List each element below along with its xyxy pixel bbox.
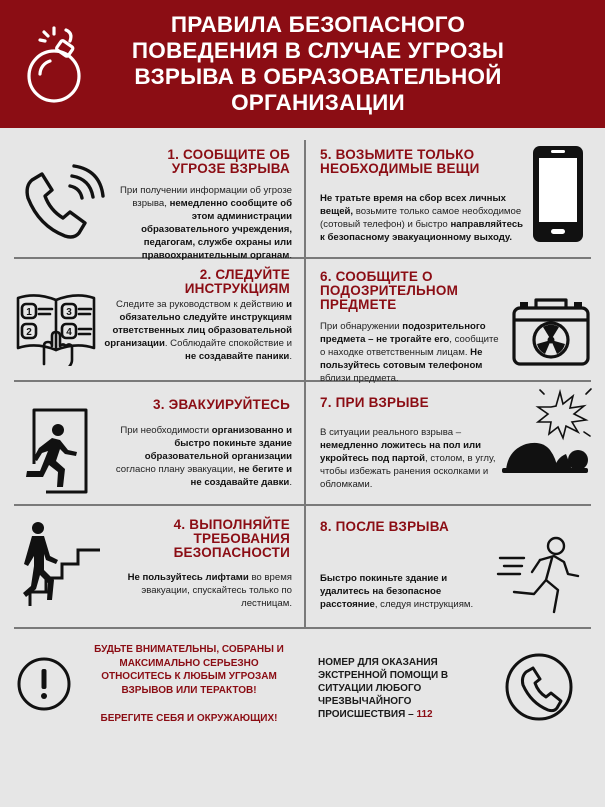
section-6-heading: 6. СООБЩИТЕ О ПОДОЗРИТЕЛЬНОМ ПРЕДМЕТЕ <box>320 269 459 312</box>
section-4-text: Не пользуйтесь лифтами во время эвакуации, спускайтесь только по лестницам. <box>127 572 292 609</box>
instruction-booklet-icon <box>14 290 98 366</box>
section-6-text: При обнаружении подозрительного предмета – не трогайте его, сообщите о находке ответственным лицам. Не пользуйтесь сотовым телефоном вблизи предмета. <box>320 321 499 384</box>
section-8-heading: 8. ПОСЛЕ ВЗРЫВА <box>320 519 449 534</box>
section-7-text: В ситуации реального взрыва – немедленно ложитесь на пол или укройтесь под партой, столом, в углу, чтобы избежать ранения осколками и обломками. <box>320 427 496 490</box>
exclamation-icon <box>16 656 72 712</box>
warning-subtext: БЕРЕГИТЕ СЕБЯ И ОКРУЖАЮЩИХ! <box>100 713 278 724</box>
bomb-icon <box>18 24 96 110</box>
section-1-text: При получении информации об угрозе взрыва, немедленно сообщите об этом администрации образовательного учреждения, педагогам, службе охраны или правоохранительным органам. <box>120 185 292 261</box>
row-divider <box>14 627 591 629</box>
section-7-heading: 7. ПРИ ВЗРЫВЕ <box>320 395 429 410</box>
section-5-text: Не тратьте время на сбор всех личных вещей, возьмите только самое необходимое (сотовый телефон) и быстро направляйтесь к безопасному эвакуационному выходу. <box>320 193 524 243</box>
section-4-heading: 4. ВЫПОЛНЯЙТЕ ТРЕБОВАНИЯ БЕЗОПАСНОСТИ <box>173 517 290 560</box>
section-2-heading: 2. СЛЕДУЙТЕ ИНСТРУКЦИЯМ <box>184 267 290 296</box>
section-5-heading: 5. ВОЗЬМИТЕ ТОЛЬКО НЕОБХОДИМЫЕ ВЕЩИ <box>320 147 480 176</box>
phone-call-icon <box>18 162 110 244</box>
explosion-icon <box>498 384 594 484</box>
section-8-text: Быстро покиньте здание и удалитесь на безопасное расстояние, следуя инструкциям. <box>320 573 474 610</box>
svg-text:1: 1 <box>26 307 32 318</box>
svg-text:3: 3 <box>66 307 72 318</box>
svg-text:2: 2 <box>26 327 32 338</box>
header-banner <box>0 0 605 128</box>
stairs-icon <box>16 518 104 610</box>
section-1-heading: 1. СООБЩИТЕ ОБ УГРОЗЕ ВЗРЫВА <box>167 147 290 176</box>
suspicious-bag-icon <box>510 294 592 368</box>
column-divider <box>304 140 306 628</box>
section-2-text: Следите за руководством к действию и обязательно следуйте инструкциям ответственных лиц образовательной организации. Соблюдайте спокойствие и не создавайте паники. <box>104 299 292 362</box>
evacuation-exit-icon <box>12 404 92 496</box>
section-3-text: При необходимости организованно и быстро покиньте здание образовательной организации согласно плану эвакуации, не бегите и не создавайте давки. <box>115 425 292 488</box>
row-divider <box>14 257 591 259</box>
warning-text: БУДЬТЕ ВНИМАТЕЛЬНЫ, СОБРАНЫ И МАКСИМАЛЬНО СЕРЬЕЗНО ОТНОСИТЕСЬ К ЛЮБЫМ УГРОЗАМ ВЗРЫВОВ ИЛИ ТЕРАКТОВ! <box>94 644 284 696</box>
emergency-number-text: НОМЕР ДЛЯ ОКАЗАНИЯ ЭКСТРЕННОЙ ПОМОЩИ В СИТУАЦИИ ЛЮБОГО ЧРЕЗВЫЧАЙНОГО ПРОИСШЕСТВИЯ – 112 <box>318 657 449 720</box>
section-3-heading: 3. ЭВАКУИРУЙТЕСЬ <box>153 397 290 412</box>
smartphone-icon <box>530 144 586 244</box>
svg-text:4: 4 <box>66 327 72 338</box>
page-title: ПРАВИЛА БЕЗОПАСНОГО ПОВЕДЕНИЯ В СЛУЧАЕ УГРОЗЫ ВЗРЫВА В ОБРАЗОВАТЕЛЬНОЙ ОРГАНИЗАЦИИ <box>131 12 505 115</box>
running-person-icon <box>496 532 594 618</box>
row-divider <box>14 504 591 506</box>
phone-icon <box>504 652 574 722</box>
